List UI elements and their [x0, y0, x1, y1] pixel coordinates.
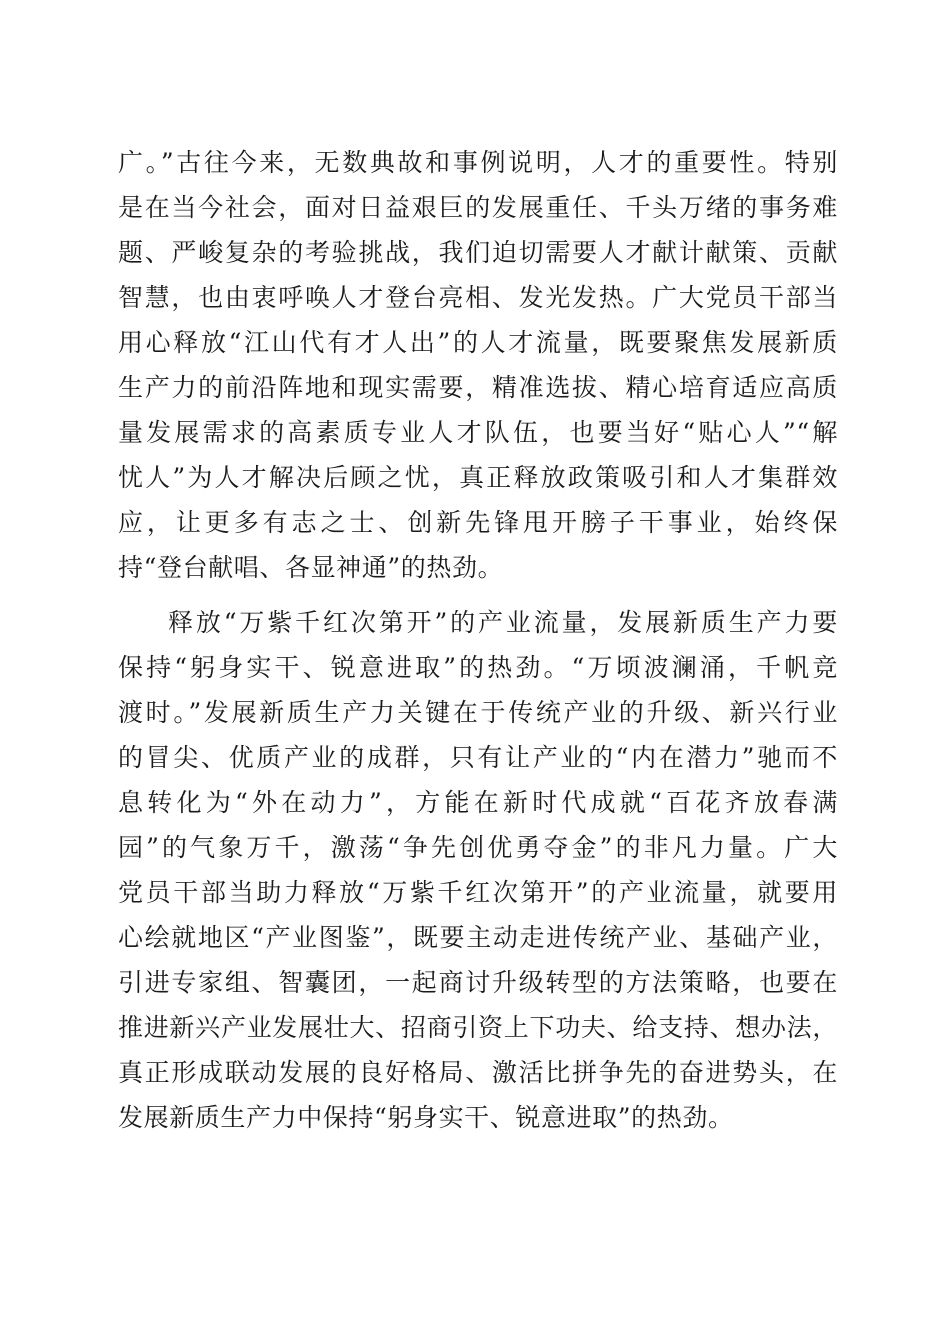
text-line: 量发展需求的高素质专业人才队伍，也要当好“贴心人”“解	[118, 418, 838, 447]
text-line: 题、严峻复杂的考验挑战，我们迫切需要人才献计献策、贡献	[118, 238, 838, 267]
paragraph-1	[118, 140, 838, 590]
text-line: 渡时。”发展新质生产力关键在于传统产业的升级、新兴行业	[118, 698, 838, 727]
text-line: 的冒尖、优质产业的成群，只有让产业的“内在潜力”驰而不	[118, 743, 838, 772]
text-line: 应，让更多有志之士、创新先锋甩开膀子干事业，始终保	[118, 508, 838, 537]
text-line: 忧人”为人才解决后顾之忧，真正释放政策吸引和人才集群效	[118, 463, 838, 492]
text-line: 真正形成联动发展的良好格局、激活比拼争先的奋进势头，在	[118, 1058, 838, 1087]
text-line: 持“登台献唱、各显神通”的热劲。	[118, 553, 504, 582]
text-line: 生产力的前沿阵地和现实需要，精准选拔、精心培育适应高质	[118, 373, 838, 402]
text-line: 用心释放“江山代有才人出”的人才流量，既要聚焦发展新质	[118, 328, 838, 357]
text-line: 是在当今社会，面对日益艰巨的发展重任、千头万绪的事务难	[118, 193, 838, 222]
paragraph-2	[118, 600, 838, 1140]
text-line: 发展新质生产力中保持“躬身实干、锐意进取”的热劲。	[118, 1103, 734, 1132]
paragraph-gap	[118, 590, 838, 600]
text-line: 心绘就地区“产业图鉴”，既要主动走进传统产业、基础产业，	[118, 923, 838, 952]
text-line: 释放“万紫千红次第开”的产业流量，发展新质生产力要	[168, 608, 838, 637]
text-line: 广。”古往今来，无数典故和事例说明，人才的重要性。特别	[118, 148, 838, 177]
text-line: 园”的气象万千，激荡“争先创优勇夺金”的非凡力量。广大	[118, 833, 838, 862]
text-line: 保持“躬身实干、锐意进取”的热劲。“万顷波澜涌，千帆竞	[118, 653, 838, 682]
text-line: 智慧，也由衷呼唤人才登台亮相、发光发热。广大党员干部当	[118, 283, 838, 312]
text-line: 息转化为“外在动力”，方能在新时代成就“百花齐放春满	[118, 788, 838, 817]
text-line: 推进新兴产业发展壮大、招商引资上下功夫、给支持、想办法，	[118, 1013, 838, 1042]
document-body	[118, 140, 838, 1140]
text-line: 党员干部当助力释放“万紫千红次第开”的产业流量，就要用	[118, 878, 838, 907]
text-line: 引进专家组、智囊团，一起商讨升级转型的方法策略，也要在	[118, 968, 838, 997]
